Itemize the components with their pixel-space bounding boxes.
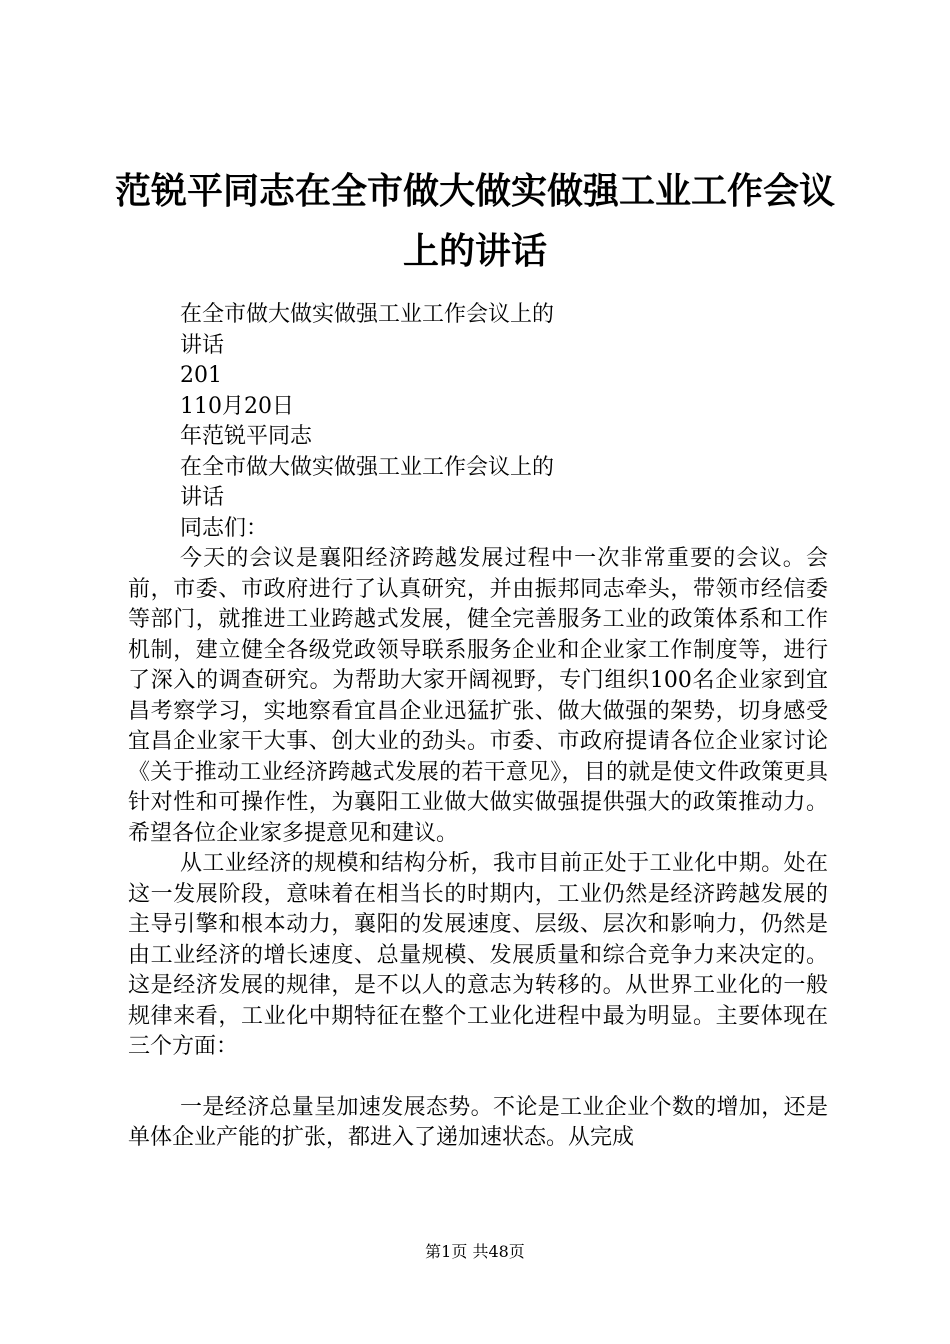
title-line-1: 范锐平同志在全市做大做实做强工业工作会议 [114, 171, 835, 212]
document-title [100, 162, 850, 282]
meta-line: 年范锐平同志 [180, 424, 313, 449]
meta-line: 在全市做大做实做强工业工作会议上的 [180, 454, 555, 480]
document-body [128, 300, 828, 1154]
paragraph-2: 从工业经济的规模和结构分析，我市目前正处于工业化中期。处在这一发展阶段，意味着在相当长的时期内，工业仍然是经济跨越发展的主导引擎和根本动力，襄阳的发展速度、层级、层次和影响力，仍然是由工业经济的增长速度、总量规模、发展质量和综合竞争力来决定的。这是经济发展的规律，是不以人的意志为转移的。从世界工业化的一般规律来看，工业化中期特征在整个工业化进程中最为明显。主要体现在三个方面： [128, 851, 828, 1059]
page-number-footer: 第1页 共48页 [425, 1242, 525, 1261]
meta-line: 在全市做大做实做强工业工作会议上的 [180, 302, 555, 327]
meta-line: 201 [180, 363, 222, 388]
salutation: 同志们： [180, 515, 269, 541]
paragraph-1: 今天的会议是襄阳经济跨越发展过程中一次非常重要的会议。会前，市委、市政府进行了认真研究，并由振邦同志牵头，带领市经信委等部门，就推进工业跨越式发展，健全完善服务工业的政策体系和工作机制，建立健全各级党政领导联系服务企业和企业家工作制度等，进行了深入的调查研究。为帮助大家开阔视野，专门组织100名企业家到宜昌考察学习，实地察看宜昌企业迅猛扩张、做大做强的架势，切身感受宜昌企业家干大事、创大业的劲头。市委、市政府提请各位企业家讨论《关于推动工业经济跨越式发展的若干意见》，目的就是使文件政策更具针对性和可操作性，为襄阳工业做大做实做强提供强大的政策推动力。希望各位企业家多提意见和建议。 [128, 546, 828, 846]
paragraph-3: 一是经济总量呈加速发展态势。不论是工业企业个数的增加，还是单体企业产能的扩张，都进入了递加速状态。从完成 [128, 1094, 828, 1150]
meta-line: 讲话 [180, 332, 225, 358]
meta-line: 110月20日 [180, 393, 294, 419]
title-line-2: 上的讲话 [402, 231, 547, 272]
paragraph-gap [128, 1063, 828, 1093]
meta-line: 讲话 [180, 485, 225, 510]
